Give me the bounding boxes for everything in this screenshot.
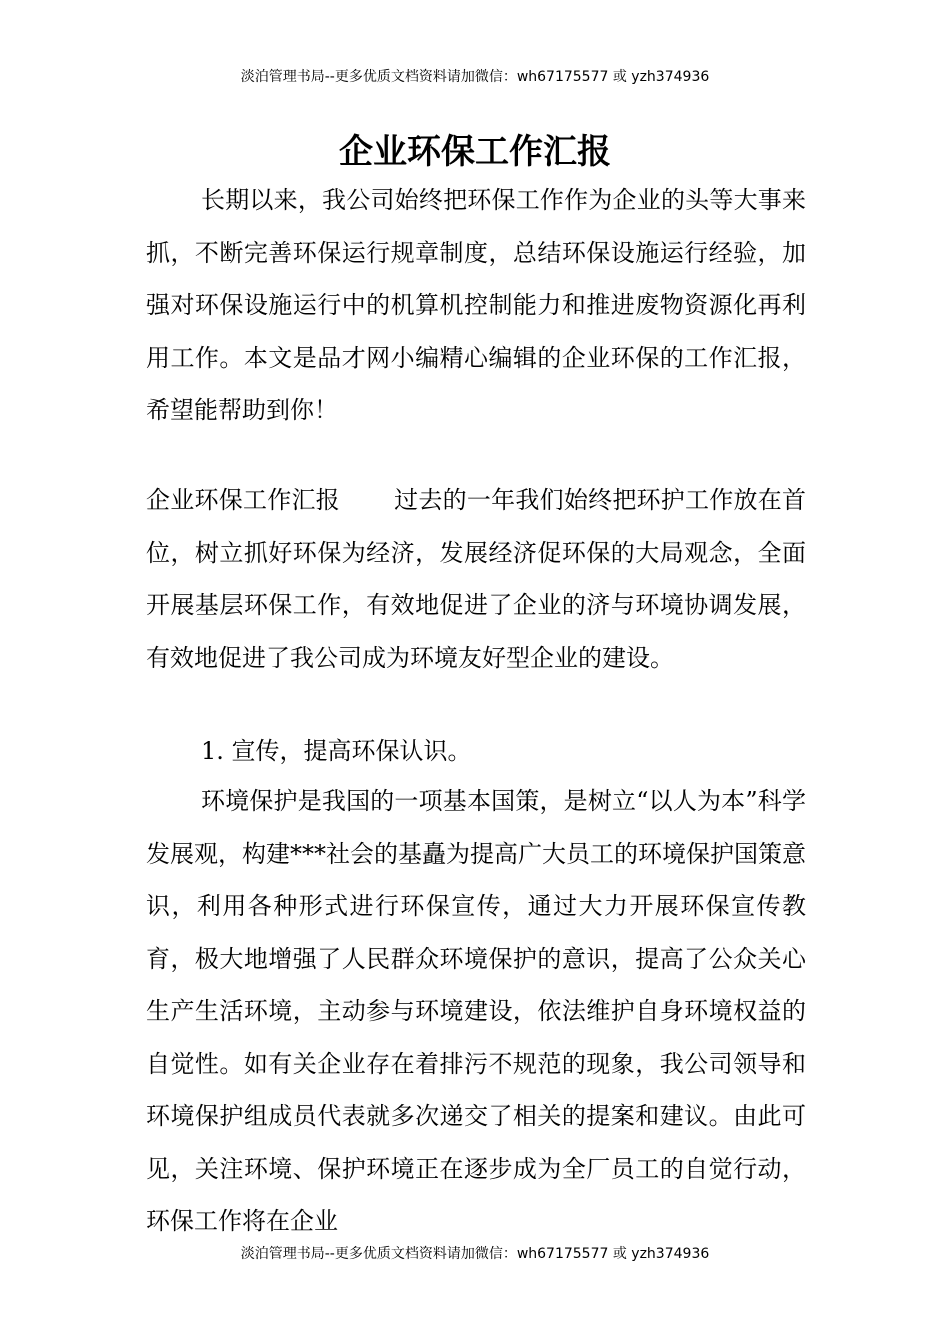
- page-footer: 淡泊管理书局--更多优质文档资料请加微信：wh67175577 或 yzh374936: [240, 1246, 710, 1262]
- body-paragraph-1: 环境保护是我国的一项基本国策，是树立“以人为本”科学发展观，构建***社会的基矗为提高广大员工的环境保护国策意识，利用各种形式进行环保宣传，通过大力开展环保宣传教育，极大地增强了人民群众环境保护的意识，提高了公众关心生产生活环境，主动参与环境建设，依法维护自身环境权益的自觉性。如有关企业存在着排污不规范的现象，我公司领导和环境保护组成员代表就多次递交了相关的提案和建议。由此可见，关注环境、保护环境正在逐步成为全厂员工的自觉行动，环保工作将在企业: [146, 787, 806, 1235]
- section-paragraph: [146, 474, 806, 684]
- document-title: 企业环保工作汇报: [339, 132, 611, 172]
- page-header: 淡泊管理书局--更多优质文档资料请加微信：wh67175577 或 yzh374936: [240, 69, 710, 85]
- numbered-heading-1: 1. 宣传，提高环保认识。: [201, 737, 472, 765]
- section-label: 企业环保工作汇报: [146, 486, 340, 514]
- intro-paragraph: 长期以来，我公司始终把环保工作作为企业的头等大事来抓，不断完善环保运行规章制度，总结环保设施运行经验，加强对环保设施运行中的机算机控制能力和推进废物资源化再利用工作。本文是品才网小编精心编辑的企业环保的工作汇报，希望能帮助到你！: [146, 186, 806, 424]
- section-text: 过去的一年我们始终把环护工作放在首位，树立抓好环保为经济，发展经济促环保的大局观念，全面开展基层环保工作，有效地促进了企业的济与环境协调发展，有效地促进了我公司成为环境友好型企业的建设。: [146, 486, 807, 672]
